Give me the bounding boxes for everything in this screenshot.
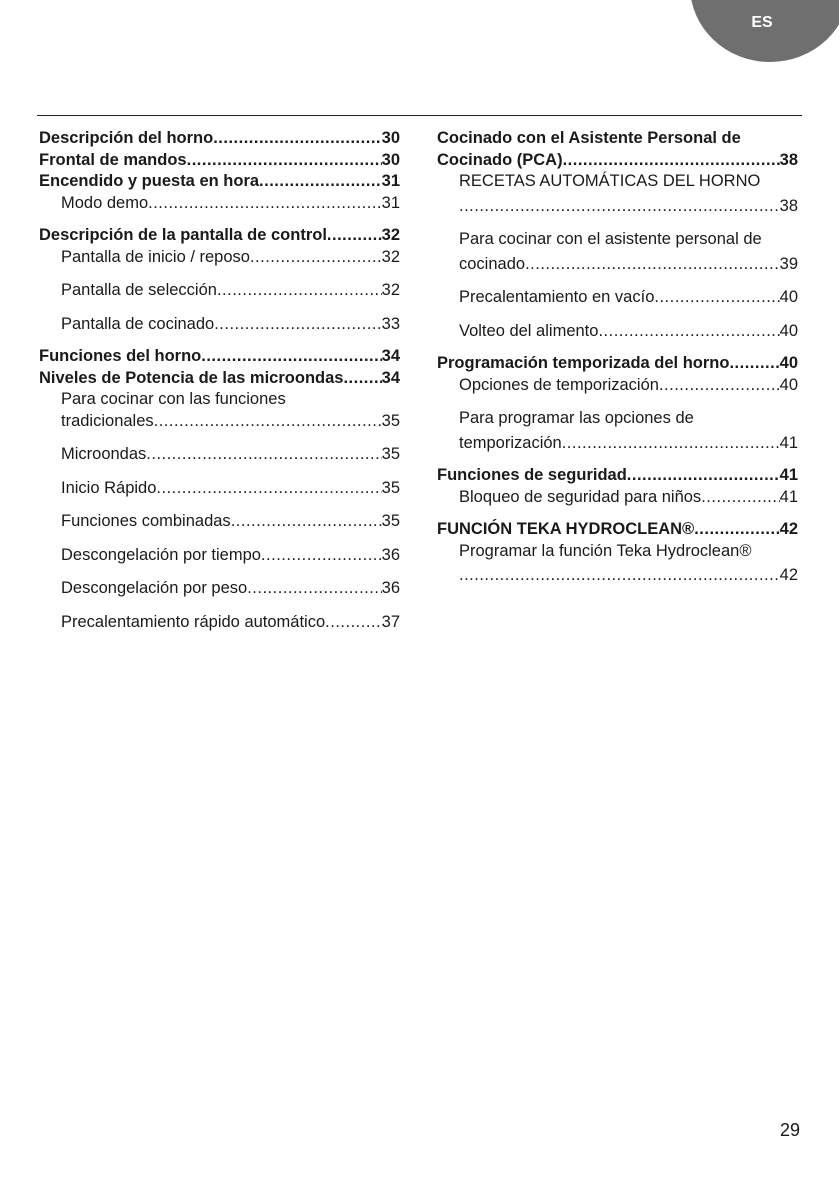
toc-entry-page: 35 <box>381 411 400 430</box>
toc-entry-title: Niveles de Potencia de las microondas <box>39 368 344 387</box>
toc-entry-page: 34 <box>381 368 400 387</box>
toc-entry[interactable] <box>437 375 798 397</box>
toc-entry-title: Programación temporizada del horno <box>437 354 730 372</box>
toc-entry[interactable] <box>39 511 400 533</box>
toc-entry-title: Volteo del alimento <box>459 321 599 340</box>
toc-column-left <box>39 128 400 633</box>
toc-entry[interactable] <box>39 171 400 193</box>
toc-column-right <box>437 128 798 587</box>
toc-entry-title: Pantalla de selección <box>61 281 217 299</box>
toc-entry-title: Pantalla de cocinado <box>61 314 215 333</box>
toc-entry-page: 37 <box>381 612 400 631</box>
toc-entry-page: 40 <box>779 354 798 372</box>
toc-entry[interactable] <box>39 478 400 500</box>
toc-entry-title: FUNCIÓN TEKA HYDROCLEAN® <box>437 520 695 538</box>
toc-entry[interactable] <box>39 280 400 302</box>
toc-entry[interactable] <box>39 444 400 466</box>
toc-entry[interactable] <box>39 225 400 247</box>
toc-entry-page: 40 <box>779 321 798 340</box>
toc-entry-title: Encendido y puesta en hora <box>39 172 260 190</box>
toc-entry[interactable] <box>437 254 798 276</box>
toc-entry-title: Descripción del horno <box>39 129 214 147</box>
toc-entry[interactable] <box>39 545 400 567</box>
toc-entry-title: Descongelación por tiempo <box>61 545 261 564</box>
toc-entry-page: 32 <box>381 247 400 266</box>
toc-entry-page: 36 <box>381 579 400 597</box>
toc-entry-page: 32 <box>381 281 400 299</box>
toc-entry[interactable] <box>437 519 798 541</box>
toc-entry-title-line: Programar la función Teka Hydroclean® <box>459 541 752 560</box>
toc-entry-page: 36 <box>381 545 400 564</box>
toc-entry[interactable] <box>437 287 798 309</box>
toc-entry-page: 31 <box>381 172 400 190</box>
toc-entry-title: Descongelación por peso <box>61 579 248 597</box>
toc-entry-page: 40 <box>779 288 798 306</box>
toc-entry[interactable] <box>39 346 400 368</box>
toc-entry[interactable] <box>39 128 400 150</box>
toc-entry-title-line: Para programar las opciones de <box>459 409 694 427</box>
toc-entry-title: tradicionales <box>61 411 154 430</box>
toc-entry-page: 41 <box>779 487 798 506</box>
toc-entry-page: 35 <box>381 445 400 463</box>
toc-entry[interactable] <box>437 353 798 375</box>
toc-entry-page: 32 <box>381 226 400 244</box>
toc-entry-title: Bloqueo de seguridad para niños <box>459 487 702 506</box>
toc-entry-title: Pantalla de inicio / reposo <box>61 247 250 266</box>
toc-entry[interactable] <box>39 578 400 600</box>
toc-entry-page: 38 <box>779 196 798 215</box>
toc-entry-page: 39 <box>779 254 798 273</box>
language-tab-label: ES <box>751 14 773 31</box>
toc-entry[interactable] <box>39 247 400 269</box>
page-number: 29 <box>779 1120 800 1140</box>
toc-entry[interactable] <box>39 612 400 634</box>
toc-entry[interactable] <box>437 433 798 455</box>
toc-entry-title: Precalentamiento en vacío <box>459 288 655 306</box>
toc-entry-title: Frontal de mandos <box>39 150 187 169</box>
toc-entry-title: Precalentamiento rápido automático <box>61 612 326 631</box>
toc-entry-title: Microondas <box>61 445 147 463</box>
toc-entry-page: 42 <box>779 566 798 584</box>
toc-entry-title-line: RECETAS AUTOMÁTICAS DEL HORNO <box>459 172 761 190</box>
toc-entry[interactable] <box>437 196 798 218</box>
toc-entry-page: 33 <box>381 314 400 333</box>
toc-entry-title-line: Cocinado con el Asistente Personal de <box>437 129 741 147</box>
toc-entry[interactable] <box>39 314 400 336</box>
toc-entry-title: temporización <box>459 433 562 452</box>
toc-entry-page: 41 <box>779 433 798 452</box>
toc-entry[interactable] <box>39 150 400 172</box>
toc-entry[interactable] <box>39 368 400 390</box>
toc-entry[interactable] <box>437 565 798 587</box>
toc-entry-page: 35 <box>381 478 400 497</box>
toc-entry-title: cocinado <box>459 254 526 273</box>
toc-entry-page: 40 <box>779 375 798 394</box>
toc-entry-title-line: Para cocinar con el asistente personal de <box>459 230 762 248</box>
toc-entry[interactable] <box>437 321 798 343</box>
header-divider <box>37 115 802 116</box>
toc-entry-title: Funciones del horno <box>39 347 202 365</box>
toc-entry-title: Funciones de seguridad <box>437 466 627 484</box>
toc-entry-page: 35 <box>381 512 400 530</box>
toc-entry-page: 38 <box>779 150 798 169</box>
toc-entry-title-line: Para cocinar con las funciones <box>61 390 286 408</box>
toc-entry-title: Descripción de la pantalla de control <box>39 226 327 244</box>
toc-entry-page: 42 <box>779 520 798 538</box>
toc-entry[interactable] <box>39 411 400 433</box>
toc-entry[interactable] <box>437 150 798 172</box>
toc-entry[interactable] <box>437 465 798 487</box>
toc-entry-title: Cocinado (PCA) <box>437 150 563 169</box>
toc-entry-title: Inicio Rápido <box>61 478 157 497</box>
toc-entry-page: 30 <box>381 129 400 147</box>
toc-entry-page: 34 <box>381 347 400 365</box>
toc-entry-page: 31 <box>381 193 400 212</box>
toc-entry-title: Opciones de temporización <box>459 375 659 394</box>
toc-entry-page: 30 <box>381 150 400 169</box>
toc-entry-page: 41 <box>779 466 798 484</box>
toc-entry-title: Modo demo <box>61 193 149 212</box>
toc-entry[interactable] <box>39 193 400 215</box>
toc-entry[interactable] <box>437 487 798 509</box>
toc-entry-title: Funciones combinadas <box>61 512 231 530</box>
